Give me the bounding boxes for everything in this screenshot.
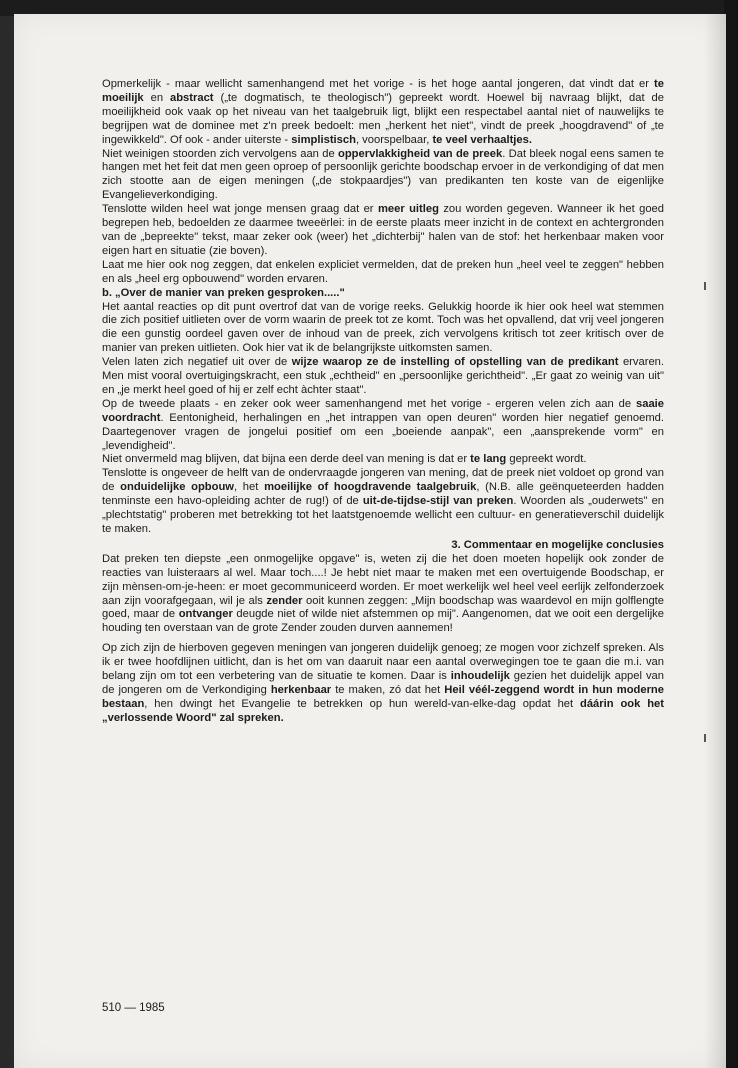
text-run: Laat me hier ook nog zeggen, dat enkelen expliciet vermelden, dat de preken hun „heel veel te zeggen" hebben en als „heel erg opbouwend" worden ervaren. [102, 258, 664, 285]
text-run: . Eentonigheid, herhalingen en „het intrappen van open deuren" worden hier negatief genoemd. Daartegenover vragen de jongelui positief om een „boeiende aanpak", een „aansprekende vorm" en „levendigheid". [102, 411, 664, 452]
text-run: Velen laten zich negatief uit over de [102, 356, 292, 369]
text-run: zou worden gegeven. Wanneer ik het goed begrepen heb, bedoelden ze daarmee tweeërlei: in de eerste plaats meer inzicht in de context en achtergronden van de „bepreekte" tekst, maar zeker ook (weer) het „dichterbij" halen van de stof: het herkenbaar maken voor eigen hart en situatie (zie boven). [102, 203, 664, 257]
bold-phrase: uit-de-tijdse-stijl van preken [362, 495, 514, 508]
text-run: Tenslotte wilden heel wat jonge mensen graag dat er [102, 203, 378, 216]
bold-phrase: wijze waarop ze de instelling of opstelling van de predikant [291, 356, 619, 369]
bold-phrase: simplistisch [291, 133, 356, 146]
text-run: Tenslotte is ongeveer de helft van de ondervraagde jongeren van mening, dat de preek niet voldoet op grond van de [102, 467, 664, 494]
bold-phrase: te veel verhaaltjes. [432, 133, 532, 146]
paragraph [102, 453, 664, 467]
bold-phrase: abstract [170, 91, 214, 104]
bold-phrase: dáárin ook het „verlossende Woord" zal spreken. [102, 697, 664, 724]
bold-phrase: herkenbaar [270, 683, 332, 696]
bold-phrase: te lang [470, 453, 507, 466]
text-run: , hen dwingt het Evangelie te betrekken op hun wereld-van-elke-dag opdat het [144, 697, 580, 710]
paragraphs-section-3 [102, 553, 664, 726]
page-number: 510 — 1985 [102, 1002, 165, 1014]
bold-phrase: zender [266, 594, 303, 607]
paragraph [102, 259, 664, 287]
bold-phrase: oppervlakkigheid van de preek [338, 147, 503, 160]
text-run: ervaren. Men mist vooral overtuigingskracht, een stuk „echtheid" en „persoonlijke gerichtheid". „Er gaat zo weinig van uit" en „je merkt heel goed of hij er zelf echt àchter staat". [102, 356, 664, 396]
paragraph [102, 553, 664, 636]
bold-phrase: b. „Over de manier van preken gesproken....." [102, 286, 345, 299]
page-gutter-shade [704, 14, 726, 1068]
bold-phrase: moeilijke of hoogdravende taalgebruik [264, 481, 477, 494]
text-run: Opmerkelijk - maar wellicht samenhangend met het vorige - is het hoge aantal jongeren, dat vindt dat er [102, 78, 655, 90]
bold-phrase: onduidelijke opbouw [120, 481, 234, 494]
text-run: Op de tweede plaats - en zeker ook weer samenhangend met het vorige - ergeren velen zich aan de [102, 397, 636, 410]
paragraph [102, 467, 664, 537]
bold-phrase: ontvanger [178, 608, 233, 621]
scan-border-right [724, 0, 738, 1068]
text-run: , het [234, 481, 265, 494]
text-run: . Woorden als „ouderwets" en „plechtstatig" proberen met betrekking tot het laatstgenoemde wellicht een cultuur- en generatieverschil duidelijk te maken. [102, 495, 665, 535]
text-run: gezien het duidelijk appel van de jongeren om de Verkondiging [102, 670, 664, 696]
text-run: Niet weinigen stoorden zich vervolgens aan de [102, 147, 339, 160]
text-run: Niet onvermeld mag blijven, dat bijna een derde deel van mening is dat er [102, 453, 471, 466]
text-run: Het aantal reacties op dit punt overtrof dat van de vorige reeks. Gelukkig hoorde ik hier ook heel wat stemmen die zich positief uitlieten over de vorm waarin de preek tot ze komt. Toch was het opvallend, dat vrij veel jongeren die een gunstig oordeel gaven over de inhoud van de preek, zich vervolgens kritisch tot zeer kritisch over de manier van preken uitlieten. Ook hier vat ik de belangrijkste uitkomsten samen. [102, 300, 664, 355]
document-page [14, 14, 726, 1068]
margin-mark [704, 734, 706, 742]
text-run: („te dogmatisch, te theologisch") gepreekt wordt. Hoewel bij navraag blijkt, dat de moeilijkheid ook vaak op het niveau van het taalgebruik ligt, blijkt een respectabel aantal niet of nauwelijks te begrijpen wat de dominee met z'n preek bedoelt: men „herkent het niet", vindt de preek „hoogdravend" of „te ingewikkeld". Of ook - ander uiterste - [102, 91, 664, 146]
text-run: , voorspelbaar, [355, 133, 433, 146]
text-run: . Dat bleek nogal eens samen te hangen met het feit dat men geen oproep of persoonlijk gerichte boodschap ervoer in de verkondiging of dat men zich stootte aan de eigen meningen („de stokpaardjes") van predikanten ten koste van de eigenlijke Evangelieverkondiging. [102, 147, 664, 202]
text-run: Op zich zijn de hierboven gegeven meningen van jongeren duidelijk genoeg; ze mogen voor zichzelf spreken. Als ik er twee hoofdlijnen uitlicht, dan is het om van daaruit naar een aantal overwegingen toe te gaan die m.i. van belang zijn om tot een verbetering van de situatie te komen. Daar is [102, 642, 664, 683]
paragraph [102, 148, 664, 204]
paragraph [102, 203, 664, 259]
paragraph [102, 356, 664, 398]
paragraphs-section-2 [102, 78, 664, 537]
text-run: ooit kunnen zeggen: „Mijn boodschap was waardevol en mijn golflengte goed, maar de [102, 594, 664, 621]
paragraph [102, 642, 664, 725]
paragraph [102, 301, 664, 357]
bold-phrase: meer uitleg [377, 203, 439, 216]
text-run: , (N.B. alle geënqueteerden hadden tenminste een havo-opleiding achter de rug!) of de [102, 481, 664, 508]
text-run: deugde niet of wilde niet afstemmen op mij". Aangenomen, dat we ooit een dergelijke houding ten overstaan van de grote Zender zouden durven aannemen! [102, 608, 664, 635]
bold-phrase: te moeilijk [102, 78, 664, 104]
text-run: te maken, zó dat het [331, 683, 445, 696]
paragraph [102, 287, 664, 301]
margin-mark [704, 282, 706, 290]
text-run: en [143, 91, 170, 104]
bold-phrase: Heil véél-zeggend wordt in hun moderne bestaan [102, 683, 664, 710]
article-body [102, 78, 664, 726]
bold-phrase: inhoudelijk [450, 670, 510, 683]
section-heading: 3. Commentaar en mogelijke conclusies [451, 538, 664, 551]
bold-phrase: saaie voordracht [102, 397, 664, 424]
paragraph [102, 78, 664, 148]
text-run: Dat preken ten diepste „een onmogelijke opgave" is, weten zij die het doen moeten hopelijk ook zonder de reacties van luisteraars al wel. Maar toch....! Je hebt niet maar te maken met een overtuigende Boodschap, er zijn mènsen-om-je-heen: er moet gecommuniceerd worden. Er moet werkelijk wel heel veel eerlijk zelfonderzoek aan zijn voorafgegaan, wil je als [102, 552, 664, 607]
text-run: gepreekt wordt. [506, 453, 587, 466]
paragraph [102, 398, 664, 454]
